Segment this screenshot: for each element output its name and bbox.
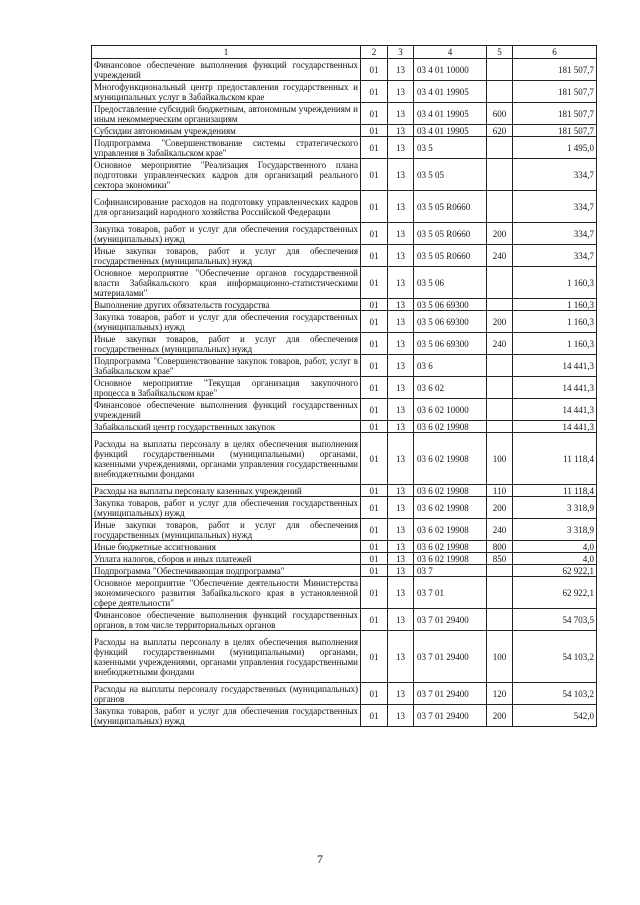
header-cell: 5 (487, 46, 513, 59)
amount-cell: 14 441,3 (513, 421, 597, 433)
budget-table (91, 45, 597, 727)
amount-cell: 14 441,3 (513, 355, 597, 377)
section-code-cell: 01 (361, 223, 388, 245)
amount-cell: 54 103,2 (513, 631, 597, 683)
table-row (92, 541, 597, 553)
expense-type-cell: 120 (487, 683, 513, 705)
expense-type-cell: 100 (487, 433, 513, 485)
subsection-code-cell: 13 (388, 541, 414, 553)
section-code-cell: 01 (361, 59, 388, 81)
table-row (92, 497, 597, 519)
row-name-cell: Иные закупки товаров, работ и услуг для обеспечения государственных (муниципальных) нужд (92, 245, 361, 267)
subsection-code-cell: 13 (388, 103, 414, 125)
amount-cell: 11 118,4 (513, 433, 597, 485)
subsection-code-cell: 13 (388, 159, 414, 191)
target-article-cell: 03 4 01 19905 (414, 81, 487, 103)
section-code-cell: 01 (361, 577, 388, 609)
target-article-cell: 03 5 05 R0660 (414, 223, 487, 245)
amount-cell: 334,7 (513, 223, 597, 245)
row-name-cell: Закупка товаров, работ и услуг для обеспечения государственных (муниципальных) нужд (92, 497, 361, 519)
expense-type-cell (487, 377, 513, 399)
target-article-cell: 03 7 01 29400 (414, 631, 487, 683)
subsection-code-cell: 13 (388, 125, 414, 137)
amount-cell: 181 507,7 (513, 59, 597, 81)
expense-type-cell (487, 137, 513, 159)
amount-cell: 542,0 (513, 705, 597, 727)
target-article-cell: 03 6 02 (414, 377, 487, 399)
row-name-cell: Уплата налогов, сборов и иных платежей (92, 553, 361, 565)
row-name-cell: Субсидии автономным учреждениям (92, 125, 361, 137)
target-article-cell: 03 6 02 19908 (414, 541, 487, 553)
subsection-code-cell: 13 (388, 223, 414, 245)
expense-type-cell (487, 355, 513, 377)
expense-type-cell (487, 577, 513, 609)
subsection-code-cell: 13 (388, 377, 414, 399)
amount-cell: 3 318,9 (513, 497, 597, 519)
section-code-cell: 01 (361, 267, 388, 299)
expense-type-cell (487, 191, 513, 223)
row-name-cell: Основное мероприятие "Реализация Государственного плана подготовки управленческих кадров для организаций реального сектора экономики" (92, 159, 361, 191)
target-article-cell: 03 5 (414, 137, 487, 159)
row-name-cell: Иные закупки товаров, работ и услуг для обеспечения государственных (муниципальных) нужд (92, 519, 361, 541)
subsection-code-cell: 13 (388, 311, 414, 333)
table-row (92, 267, 597, 299)
amount-cell: 14 441,3 (513, 377, 597, 399)
header-cell: 1 (92, 46, 361, 59)
row-name-cell: Закупка товаров, работ и услуг для обеспечения государственных (муниципальных) нужд (92, 223, 361, 245)
expense-type-cell: 620 (487, 125, 513, 137)
expense-type-cell (487, 267, 513, 299)
target-article-cell: 03 5 05 R0660 (414, 191, 487, 223)
target-article-cell: 03 5 05 (414, 159, 487, 191)
target-article-cell: 03 7 01 (414, 577, 487, 609)
row-name-cell: Основное мероприятие "Обеспечение органов государственной власти Забайкальского края информационно-статистическими материалами" (92, 267, 361, 299)
amount-cell: 1 160,3 (513, 267, 597, 299)
table-row (92, 485, 597, 497)
table-row (92, 631, 597, 683)
section-code-cell: 01 (361, 609, 388, 631)
target-article-cell: 03 5 06 69300 (414, 299, 487, 311)
target-article-cell: 03 6 02 19908 (414, 421, 487, 433)
expense-type-cell: 200 (487, 223, 513, 245)
expense-type-cell: 240 (487, 245, 513, 267)
table-row (92, 245, 597, 267)
expense-type-cell (487, 59, 513, 81)
section-code-cell: 01 (361, 191, 388, 223)
section-code-cell: 01 (361, 311, 388, 333)
row-name-cell: Закупка товаров, работ и услуг для обеспечения государственных (муниципальных) нужд (92, 705, 361, 727)
row-name-cell: Расходы на выплаты персоналу государственных (муниципальных) органов (92, 683, 361, 705)
expense-type-cell: 200 (487, 311, 513, 333)
subsection-code-cell: 13 (388, 245, 414, 267)
expense-type-cell: 100 (487, 631, 513, 683)
amount-cell: 1 160,3 (513, 311, 597, 333)
section-code-cell: 01 (361, 541, 388, 553)
target-article-cell: 03 5 06 69300 (414, 311, 487, 333)
table-row (92, 223, 597, 245)
table-row (92, 59, 597, 81)
expense-type-cell: 200 (487, 705, 513, 727)
subsection-code-cell: 13 (388, 609, 414, 631)
expense-type-cell: 850 (487, 553, 513, 565)
table-row (92, 377, 597, 399)
subsection-code-cell: 13 (388, 519, 414, 541)
row-name-cell: Софинансирование расходов на подготовку управленческих кадров для организаций народного хозяйства Российской Федерации (92, 191, 361, 223)
header-cell: 3 (388, 46, 414, 59)
target-article-cell: 03 4 01 19905 (414, 125, 487, 137)
subsection-code-cell: 13 (388, 137, 414, 159)
target-article-cell: 03 4 01 19905 (414, 103, 487, 125)
subsection-code-cell: 13 (388, 421, 414, 433)
section-code-cell: 01 (361, 399, 388, 421)
amount-cell: 334,7 (513, 191, 597, 223)
subsection-code-cell: 13 (388, 355, 414, 377)
row-name-cell: Иные закупки товаров, работ и услуг для обеспечения государственных (муниципальных) нужд (92, 333, 361, 355)
subsection-code-cell: 13 (388, 631, 414, 683)
row-name-cell: Финансовое обеспечение выполнения функций государственных органов, в том числе территориальных органов (92, 609, 361, 631)
subsection-code-cell: 13 (388, 81, 414, 103)
section-code-cell: 01 (361, 565, 388, 577)
table-row (92, 433, 597, 485)
section-code-cell: 01 (361, 333, 388, 355)
amount-cell: 181 507,7 (513, 81, 597, 103)
target-article-cell: 03 5 06 (414, 267, 487, 299)
table-row (92, 577, 597, 609)
subsection-code-cell: 13 (388, 59, 414, 81)
section-code-cell: 01 (361, 159, 388, 191)
row-name-cell: Многофункциональный центр предоставления государственных и муниципальных услуг в Забайкальском крае (92, 81, 361, 103)
amount-cell: 4,0 (513, 553, 597, 565)
subsection-code-cell: 13 (388, 705, 414, 727)
section-code-cell: 01 (361, 705, 388, 727)
section-code-cell: 01 (361, 377, 388, 399)
subsection-code-cell: 13 (388, 565, 414, 577)
table-row (92, 705, 597, 727)
row-name-cell: Подпрограмма "Обеспечивающая подпрограмма" (92, 565, 361, 577)
subsection-code-cell: 13 (388, 683, 414, 705)
amount-cell: 3 318,9 (513, 519, 597, 541)
target-article-cell: 03 7 01 29400 (414, 683, 487, 705)
row-name-cell: Основное мероприятие "Текущая организация закупочного процесса в Забайкальском крае" (92, 377, 361, 399)
row-name-cell: Иные бюджетные ассигнования (92, 541, 361, 553)
amount-cell: 4,0 (513, 541, 597, 553)
target-article-cell: 03 7 (414, 565, 487, 577)
row-name-cell: Расходы на выплаты персоналу в целях обеспечения выполнения функций государственными (муниципальными) органами, казенными учреждениями, органами управления государственными внебюджетными фондами (92, 631, 361, 683)
subsection-code-cell: 13 (388, 485, 414, 497)
row-name-cell: Финансовое обеспечение выполнения функций государственных учреждений (92, 399, 361, 421)
section-code-cell: 01 (361, 497, 388, 519)
table-row (92, 565, 597, 577)
expense-type-cell (487, 421, 513, 433)
expense-type-cell (487, 81, 513, 103)
section-code-cell: 01 (361, 485, 388, 497)
target-article-cell: 03 6 02 19908 (414, 519, 487, 541)
amount-cell: 334,7 (513, 159, 597, 191)
section-code-cell: 01 (361, 299, 388, 311)
subsection-code-cell: 13 (388, 267, 414, 299)
table-row (92, 333, 597, 355)
section-code-cell: 01 (361, 355, 388, 377)
table-row (92, 553, 597, 565)
amount-cell: 62 922,1 (513, 577, 597, 609)
row-name-cell: Закупка товаров, работ и услуг для обеспечения государственных (муниципальных) нужд (92, 311, 361, 333)
amount-cell: 14 441,3 (513, 399, 597, 421)
amount-cell: 11 118,4 (513, 485, 597, 497)
header-cell: 4 (414, 46, 487, 59)
row-name-cell: Расходы на выплаты персоналу казенных учреждений (92, 485, 361, 497)
target-article-cell: 03 6 02 19908 (414, 485, 487, 497)
expense-type-cell: 600 (487, 103, 513, 125)
table-row (92, 81, 597, 103)
table-row (92, 609, 597, 631)
target-article-cell: 03 6 02 10000 (414, 399, 487, 421)
expense-type-cell (487, 565, 513, 577)
table-row (92, 683, 597, 705)
target-article-cell: 03 6 02 19908 (414, 553, 487, 565)
expense-type-cell (487, 159, 513, 191)
target-article-cell: 03 5 05 R0660 (414, 245, 487, 267)
table-row (92, 355, 597, 377)
expense-type-cell: 240 (487, 333, 513, 355)
target-article-cell: 03 7 01 29400 (414, 705, 487, 727)
amount-cell: 54 103,2 (513, 683, 597, 705)
row-name-cell: Забайкальский центр государственных закупок (92, 421, 361, 433)
row-name-cell: Подпрограмма "Совершенствование системы стратегического управления в Забайкальском крае" (92, 137, 361, 159)
amount-cell: 334,7 (513, 245, 597, 267)
expense-type-cell: 110 (487, 485, 513, 497)
target-article-cell: 03 7 01 29400 (414, 609, 487, 631)
header-cell: 6 (513, 46, 597, 59)
expense-type-cell: 240 (487, 519, 513, 541)
expense-type-cell: 200 (487, 497, 513, 519)
expense-type-cell (487, 299, 513, 311)
header-row (92, 46, 597, 59)
amount-cell: 181 507,7 (513, 103, 597, 125)
section-code-cell: 01 (361, 683, 388, 705)
amount-cell: 181 507,7 (513, 125, 597, 137)
expense-type-cell: 800 (487, 541, 513, 553)
header-cell: 2 (361, 46, 388, 59)
subsection-code-cell: 13 (388, 299, 414, 311)
table-row (92, 299, 597, 311)
table-row (92, 103, 597, 125)
row-name-cell: Предоставление субсидий бюджетным, автономным учреждениям и иным некоммерческим организациям (92, 103, 361, 125)
amount-cell: 1 495,0 (513, 137, 597, 159)
section-code-cell: 01 (361, 81, 388, 103)
target-article-cell: 03 6 (414, 355, 487, 377)
table-row (92, 519, 597, 541)
target-article-cell: 03 6 02 19908 (414, 433, 487, 485)
expense-type-cell (487, 609, 513, 631)
section-code-cell: 01 (361, 103, 388, 125)
amount-cell: 54 703,5 (513, 609, 597, 631)
section-code-cell: 01 (361, 433, 388, 485)
subsection-code-cell: 13 (388, 333, 414, 355)
row-name-cell: Выполнение других обязательств государства (92, 299, 361, 311)
target-article-cell: 03 4 01 10000 (414, 59, 487, 81)
table-row (92, 311, 597, 333)
section-code-cell: 01 (361, 421, 388, 433)
table-row (92, 159, 597, 191)
subsection-code-cell: 13 (388, 191, 414, 223)
target-article-cell: 03 5 06 69300 (414, 333, 487, 355)
amount-cell: 62 922,1 (513, 565, 597, 577)
row-name-cell: Подпрограмма "Совершенствование закупок товаров, работ, услуг в Забайкальском крае" (92, 355, 361, 377)
section-code-cell: 01 (361, 125, 388, 137)
subsection-code-cell: 13 (388, 553, 414, 565)
section-code-cell: 01 (361, 245, 388, 267)
section-code-cell: 01 (361, 519, 388, 541)
target-article-cell: 03 6 02 19908 (414, 497, 487, 519)
row-name-cell: Расходы на выплаты персоналу в целях обеспечения выполнения функций государственными (муниципальными) органами, казенными учреждениями, органами управления государственными внебюджетными фондами (92, 433, 361, 485)
page-number: 7 (317, 852, 323, 866)
expense-type-cell (487, 399, 513, 421)
subsection-code-cell: 13 (388, 399, 414, 421)
amount-cell: 1 160,3 (513, 299, 597, 311)
subsection-code-cell: 13 (388, 497, 414, 519)
subsection-code-cell: 13 (388, 433, 414, 485)
row-name-cell: Основное мероприятие "Обеспечение деятельности Министерства экономического развития Забайкальского края в установленной сфере деятельности" (92, 577, 361, 609)
table-row (92, 137, 597, 159)
section-code-cell: 01 (361, 553, 388, 565)
amount-cell: 1 160,3 (513, 333, 597, 355)
row-name-cell: Финансовое обеспечение выполнения функций государственных учреждений (92, 59, 361, 81)
table-row (92, 125, 597, 137)
table-row (92, 399, 597, 421)
table-row (92, 421, 597, 433)
section-code-cell: 01 (361, 137, 388, 159)
section-code-cell: 01 (361, 631, 388, 683)
subsection-code-cell: 13 (388, 577, 414, 609)
table-row (92, 191, 597, 223)
